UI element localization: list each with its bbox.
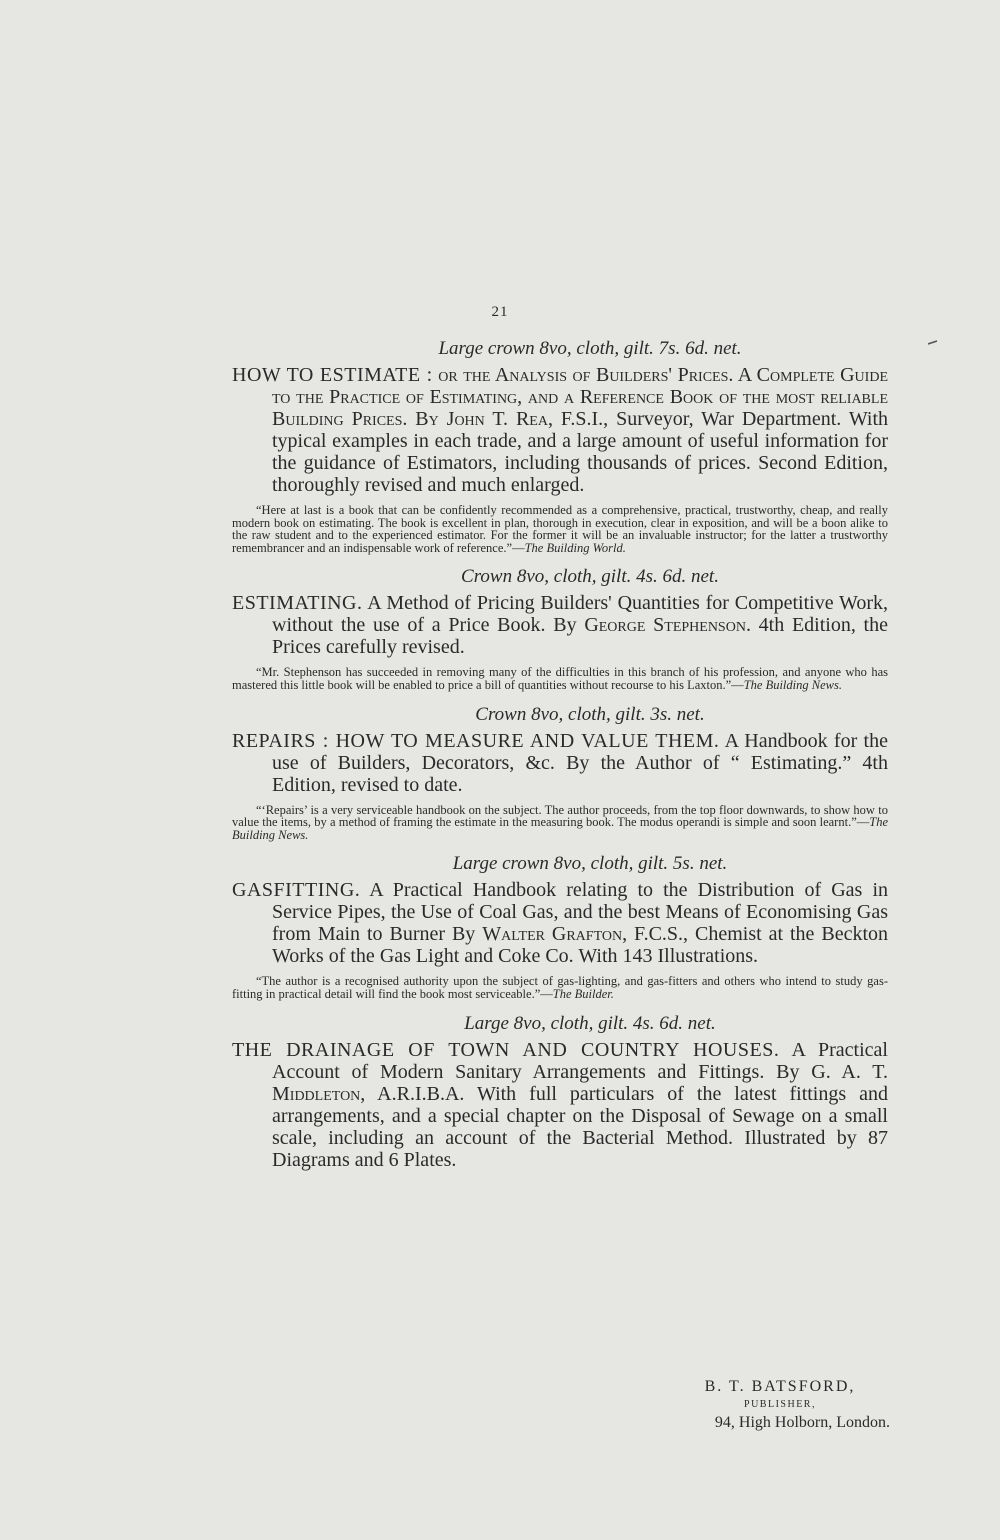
press-review <box>232 504 888 554</box>
book-format-price: Large 8vo, cloth, gilt. 4s. 6d. net. <box>464 1012 716 1034</box>
book-list <box>232 338 888 1171</box>
book-description-text: , F.S.I., Surveyor, War Department. With typical examples in each trade, and a large amount of useful information for the guidance of Estimators, including thousands of prices. Second Edition, thoroughly revised and much enlarged. <box>272 408 889 496</box>
book-entry <box>232 566 888 691</box>
stray-mark <box>928 340 938 346</box>
review-source: The Building News. <box>232 815 888 842</box>
book-description <box>232 730 888 796</box>
book-format-price: Large crown 8vo, cloth, gilt. 5s. net. <box>452 853 728 875</box>
book-title: HOW TO ESTIMATE : <box>232 364 433 386</box>
press-review <box>232 804 888 842</box>
book-description <box>232 1039 888 1171</box>
review-text: “Here at last is a book that can be confidently recommended as a comprehensive, practical, trustworthy, cheap, and really modern book on estimating. The book is excellent in plan, thorough in execution, clear in exposition, and will be a boon alike to the raw student and to the experienced estimator. For the former it will be an invaluable instructor; for the latter a trustworthy remembrancer and an indispensable work of reference.”— <box>232 503 888 555</box>
book-title: REPAIRS : HOW TO MEASURE AND VALUE THEM. <box>232 729 720 752</box>
book-format-price: Large crown 8vo, cloth, gilt. 7s. 6d. net. <box>438 338 742 359</box>
review-source: The Building News. <box>743 677 842 692</box>
book-description-text: , A.R.I.B.A. With full particulars of the latest fittings and arrangements, and a special chapter on the Disposal of Sewage on a small scale, including an account of the Bacterial Method. Illustrated by 87 Diagrams and 6 Plates. <box>272 1082 888 1171</box>
publisher-address: 94, High Holborn, London. <box>714 1414 890 1431</box>
book-description-text: A Practical Handbook relating to the Distribution of Gas in Service Pipes, the Use of Coal Gas, and the best Means of Economising Gas from Main to Burner By <box>272 879 888 946</box>
book-description-text: A Handbook for the use of Builders, Decorators, &c. By the Author of “ Estimating.” 4th Edition, revised to date. <box>272 729 888 796</box>
book-author: G. A. T. Middleton <box>272 1060 889 1105</box>
book-author: Walter Grafton <box>482 923 623 946</box>
book-title: ESTIMATING. <box>232 592 363 615</box>
book-author: George Stephenson <box>584 614 746 637</box>
book-entry <box>232 338 888 554</box>
review-source: The Building World. <box>524 540 626 555</box>
book-description-text: or the Analysis of Builders' Prices. A Complete Guide to the Practice of Estimating, and a Reference Book of the most reliable Building Prices. By <box>272 364 888 430</box>
publisher-role: PUBLISHER, <box>744 1399 816 1410</box>
book-description <box>232 364 888 496</box>
publisher-imprint <box>640 1376 890 1434</box>
publisher-name: B. T. BATSFORD, <box>704 1378 856 1395</box>
book-title: THE DRAINAGE OF TOWN AND COUNTRY HOUSES. <box>232 1038 780 1061</box>
book-description <box>232 879 888 967</box>
book-description-text: A Practical Account of Modern Sanitary Arrangements and Fittings. By <box>272 1038 888 1083</box>
book-entry <box>232 1013 888 1171</box>
review-text: “‘Repairs’ is a very serviceable handbook on the subject. The author proceeds, from the top floor downwards, to show how to value the items, by a method of framing the estimate in the measuring book. The modus operandi is simple and soon learnt.”— <box>232 802 888 830</box>
review-source: The Builder. <box>552 986 614 1001</box>
page-number: 21 <box>491 304 509 320</box>
book-entry <box>232 853 888 1000</box>
book-description <box>232 592 888 658</box>
review-text: “The author is a recognised authority upon the subject of gas-lighting, and gas-fitters and others who intend to study gas-fitting in practical detail will find the book most serviceable.”— <box>232 974 888 1001</box>
book-entry <box>232 704 888 842</box>
book-format-price: Crown 8vo, cloth, gilt. 3s. net. <box>475 703 705 725</box>
review-text: “Mr. Stephenson has succeeded in removing many of the difficulties in this branch of his profession, and anyone who has mastered this little book will be enabled to price a bill of quantities without recourse to his Laxton.”— <box>232 665 888 692</box>
book-author: John T. Rea <box>446 408 548 430</box>
book-description-text: A Method of Pricing Builders' Quantities for Competitive Work, without the use of a Price Book. By <box>272 592 888 637</box>
book-format-price: Crown 8vo, cloth, gilt. 4s. 6d. net. <box>461 566 719 588</box>
press-review <box>232 666 888 691</box>
press-review <box>232 975 888 1000</box>
book-title: GASFITTING. <box>232 879 361 902</box>
book-description-text: . 4th Edition, the Prices carefully revised. <box>272 614 888 659</box>
book-description-text: , F.C.S., Chemist at the Beckton Works of the Gas Light and Coke Co. With 143 Illustrations. <box>272 923 889 968</box>
